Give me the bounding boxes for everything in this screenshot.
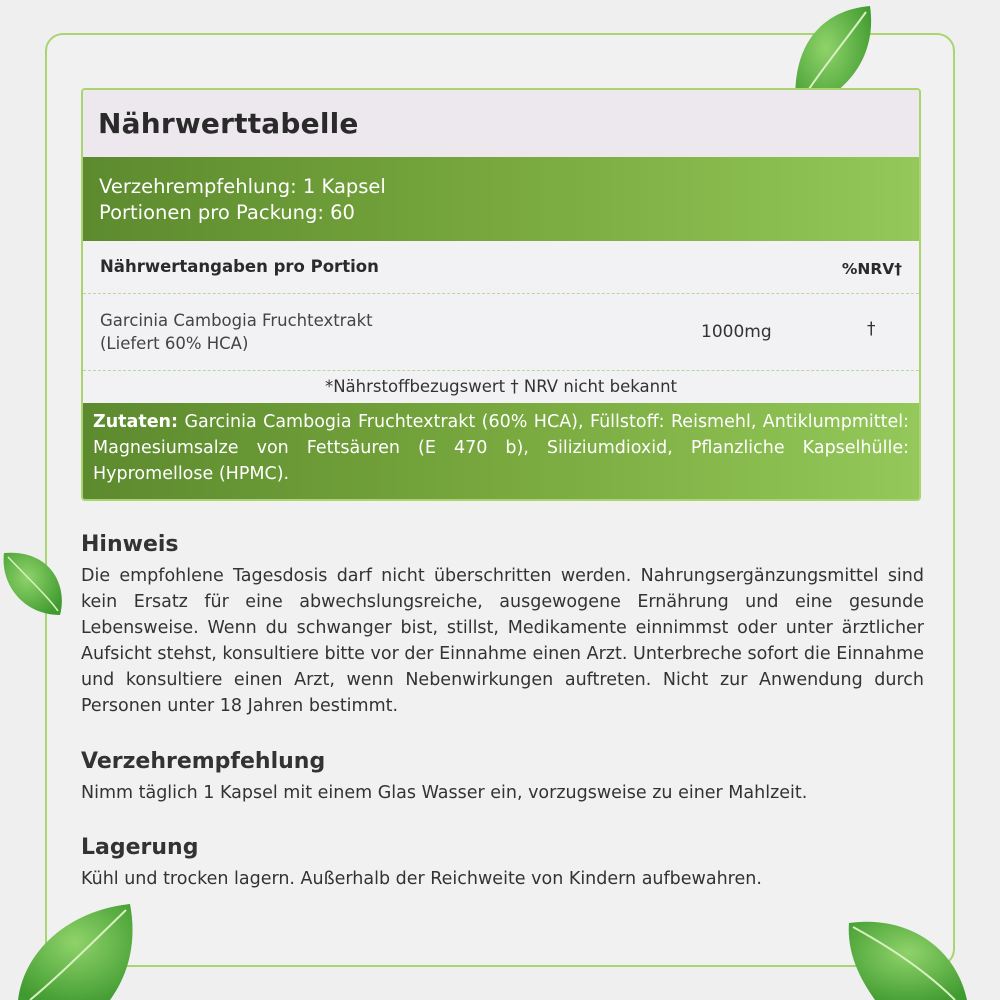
lagerung-heading: Lagerung <box>81 835 199 860</box>
section-lagerung <box>81 835 924 892</box>
nutrition-table <box>81 88 921 501</box>
leaf-icon <box>10 900 140 1000</box>
column-header-row <box>83 241 919 294</box>
table-header <box>83 90 919 157</box>
nutrient-nrv: † <box>867 319 876 339</box>
verzehr-heading: Verzehrempfehlung <box>81 749 326 774</box>
ingredients-text: Garcinia Cambogia Fruchtextrakt (60% HCA), Füllstoff: Reismehl, Antiklumpmittel: Magnesiumsalze von Fettsäuren (E 470 b), Siliziumdioxid, Pflanzliche Kapselhülle: Hypromellose (HPMC). <box>93 412 909 484</box>
leaf-icon <box>0 545 70 620</box>
ingredients-block <box>83 403 919 501</box>
nutrient-name <box>100 309 373 355</box>
section-hinweis <box>81 532 924 719</box>
section-verzehrempfehlung <box>81 749 924 806</box>
nutrient-name-line2: (Liefert 60% HCA) <box>100 334 249 353</box>
table-row <box>83 294 919 371</box>
serving-info <box>83 157 919 241</box>
hinweis-heading: Hinweis <box>81 532 179 557</box>
column-header-nutrients: Nährwertangaben pro Portion <box>100 257 379 276</box>
nutrient-amount: 1000mg <box>701 322 772 342</box>
table-title: Nährwerttabelle <box>98 107 359 140</box>
serving-size: Verzehrempfehlung: 1 Kapsel <box>99 175 386 198</box>
table-footnote: *Nährstoffbezugswert † NRV nicht bekannt <box>324 377 678 396</box>
lagerung-text: Kühl und trocken lagern. Außerhalb der Reichweite von Kindern aufbewahren. <box>81 869 762 889</box>
servings-per-pack: Portionen pro Packung: 60 <box>99 201 355 224</box>
ingredients-label: Zutaten: <box>93 412 179 432</box>
nutrient-name-line1: Garcinia Cambogia Fruchtextrakt <box>100 311 373 330</box>
column-header-nrv: %NRV† <box>841 260 902 278</box>
leaf-icon <box>845 915 970 1000</box>
verzehr-text: Nimm täglich 1 Kapsel mit einem Glas Wasser ein, vorzugsweise zu einer Mahlzeit. <box>81 783 808 803</box>
hinweis-text: Die empfohlene Tagesdosis darf nicht überschritten werden. Nahrungsergänzungsmittel sind kein Ersatz für eine abwechslungsreiche, ausgewogene Ernährung und eine gesunde Lebensweise. Wenn du schwanger bist, stillst, Medikamente einnimmst oder unter ärztlicher Aufsicht stehst, konsultiere bitte vor der Einnahme einen Arzt. Unterbreche sofort die Einnahme und konsultiere einen Arzt, wenn Nebenwirkungen auftreten. Nicht zur Anwendung durch Personen unter 18 Jahren bestimmt. <box>81 566 924 716</box>
